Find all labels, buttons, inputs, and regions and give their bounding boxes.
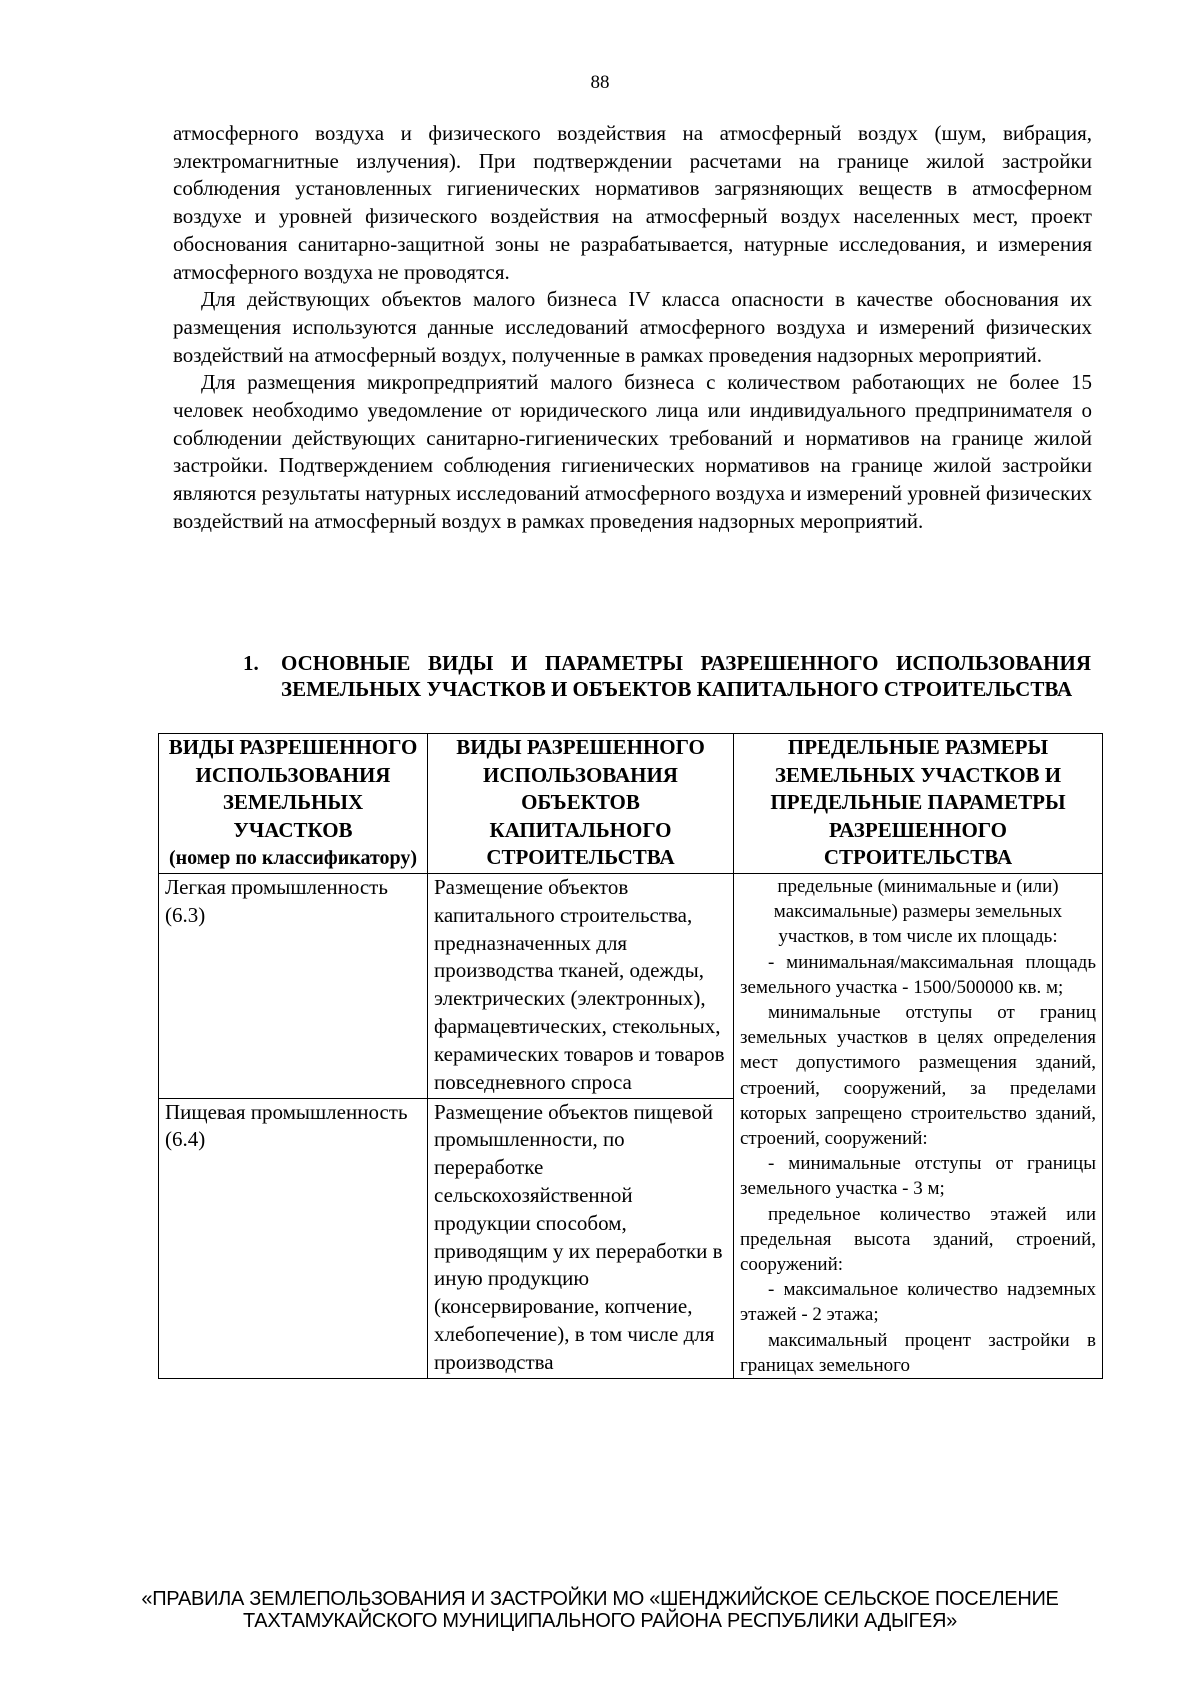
param-1: предельные (минимальные и (или) максимальные) размеры земельных участков, в том числе их площадь:: [773, 875, 1063, 948]
header-parameters: ПРЕДЕЛЬНЫЕ РАЗМЕРЫ ЗЕМЕЛЬНЫХ УЧАСТКОВ И ПРЕДЕЛЬНЫЕ ПАРАМЕТРЫ РАЗРЕШЕННОГО СТРОИТЕЛЬСТВА: [734, 734, 1103, 874]
param-5: предельное количество этажей или предельная высота зданий, строений, сооружений:: [740, 1203, 1096, 1276]
land-use-cell: Пищевая промышленность (6.4): [159, 1098, 428, 1378]
section-title: ОСНОВНЫЕ ВИДЫ И ПАРАМЕТРЫ РАЗРЕШЕННОГО ИСПОЛЬЗОВАНИЯ ЗЕМЕЛЬНЫХ УЧАСТКОВ И ОБЪЕКТОВ КАПИТАЛЬНОГО СТРОИТЕЛЬСТВА: [281, 651, 1091, 701]
document-footer: [0, 1588, 1200, 1632]
section-number: 1.: [243, 651, 259, 675]
footer-line-1: «ПРАВИЛА ЗЕМЛЕПОЛЬЗОВАНИЯ И ЗАСТРОЙКИ МО «ШЕНДЖИЙСКОЕ СЕЛЬСКОЕ ПОСЕЛЕНИЕ: [141, 1588, 1059, 1610]
paragraph-2: Для действующих объектов малого бизнеса IV класса опасности в качестве обоснования их размещения используются данные исследований атмосферного воздуха и измерений физических воздействий на атмосферный воздух, полученные в рамках проведения надзорных мероприятий.: [173, 287, 1092, 367]
paragraph-1: атмосферного воздуха и физического воздействия на атмосферный воздух (шум, вибрация, электромагнитные излучения). При подтверждении расчетами на границе жилой застройки соблюдения установленных гигиенических нормативов загрязняющих веществ в атмосферном воздухе и уровней физического воздействия на атмосферный воздух населенных мест, проект обоснования санитарно-защитной зоны не разрабатывается, натурные исследования, и измерения атмосферного воздуха не проводятся.: [173, 121, 1092, 284]
param-3: минимальные отступы от границ земельных участков в целях определения мест допустимого размещения зданий, строений, сооружений, за пределами которых запрещено строительство зданий, строений, сооружений:: [740, 1001, 1096, 1149]
capital-use-cell: Размещение объектов капитального строительства, предназначенных для производства тканей, одежды, электрических (электронных), фармацевтических, стекольных, керамических товаров и товаров повседневного спроса: [428, 873, 734, 1098]
body-text: [173, 120, 1092, 536]
paragraph-3: Для размещения микропредприятий малого бизнеса с количеством работающих не более 15 человек необходимо уведомление от юридического лица или индивидуального предпринимателя о соблюдении действующих санитарно-гигиенических требований и нормативов на границе жилой застройки. Подтверждением соблюдения гигиенических нормативов на границе жилой застройки являются результаты натурных исследований атмосферного воздуха и измерений уровней физических воздействий на атмосферный воздух в рамках проведения надзорных мероприятий.: [173, 370, 1092, 533]
table-row: [159, 873, 1103, 1098]
section-heading: [243, 651, 1091, 702]
header-land-use: [159, 734, 428, 874]
land-use-cell: Легкая промышленность (6.3): [159, 873, 428, 1098]
header-land-use-sub: (номер по классификатору): [168, 847, 418, 870]
parameters-cell: [734, 873, 1103, 1378]
header-land-use-title: ВИДЫ РАЗРЕШЕННОГО ИСПОЛЬЗОВАНИЯ ЗЕМЕЛЬНЫХ УЧАСТКОВ: [168, 735, 418, 842]
param-2: - минимальная/максимальная площадь земельного участка - 1500/500000 кв. м;: [740, 951, 1096, 998]
land-use-table: [158, 733, 1103, 1379]
param-4: - минимальные отступы от границы земельного участка - 3 м;: [740, 1153, 1096, 1200]
footer-line-2: ТАХТАМУКАЙСКОГО МУНИЦИПАЛЬНОГО РАЙОНА РЕСПУБЛИКИ АДЫГЕЯ»: [243, 1610, 957, 1632]
capital-use-cell: Размещение объектов пищевой промышленности, по переработке сельскохозяйственной продукции способом, приводящим у их переработки в иную продукцию (консервирование, копчение, хлебопечение), в том числе для производства: [428, 1098, 734, 1378]
header-capital-use: ВИДЫ РАЗРЕШЕННОГО ИСПОЛЬЗОВАНИЯ ОБЪЕКТОВ КАПИТАЛЬНОГО СТРОИТЕЛЬСТВА: [428, 734, 734, 874]
param-7: максимальный процент застройки в границах земельного: [740, 1329, 1096, 1376]
table-header-row: [159, 734, 1103, 874]
page-number: 88: [590, 72, 610, 93]
param-6: - максимальное количество надземных этажей - 2 этажа;: [740, 1279, 1096, 1326]
